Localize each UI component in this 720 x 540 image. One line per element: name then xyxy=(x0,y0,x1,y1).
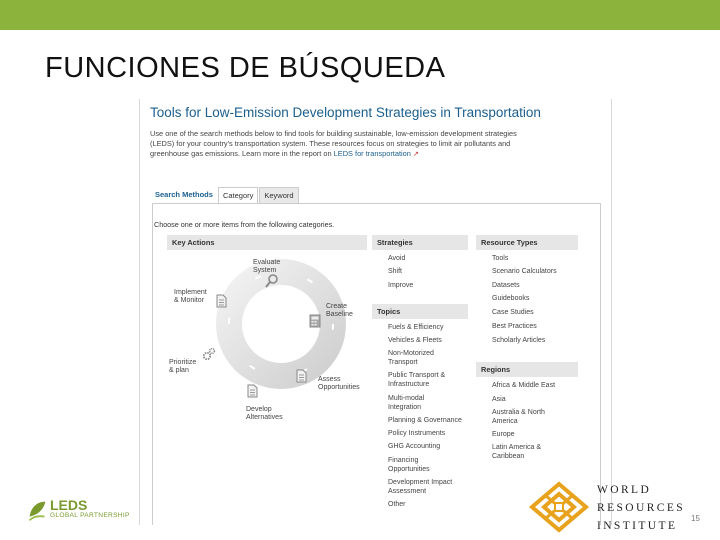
topic-item[interactable]: Policy Instruments xyxy=(388,430,446,437)
topic-item[interactable]: Planning & Governance xyxy=(388,417,462,424)
leds-report-link[interactable]: LEDS for transportation xyxy=(333,149,411,158)
resource-type-item[interactable]: Guidebooks xyxy=(492,295,530,302)
external-link-icon: ↗ xyxy=(412,151,419,158)
intro-line: (LEDS) for your country's transportation system. These resources focus on strategies to limit air pollutants and xyxy=(150,139,511,148)
intro-text xyxy=(150,129,595,160)
intro-line: greenhouse gas emissions. Learn more in the report on LEDS for transportation ↗ xyxy=(150,149,419,158)
develop-alternatives-label[interactable]: Develop Alternatives xyxy=(246,406,283,421)
wri-logo-text: WORLD RESOURCES INSTITUTE xyxy=(597,484,686,532)
intro-line: Use one of the search methods below to find tools for building sustainable, low-emission development strategies xyxy=(150,129,517,138)
resource-type-item[interactable]: Scholarly Articles xyxy=(492,337,546,344)
calculator-icon[interactable] xyxy=(308,314,322,328)
resource-type-item[interactable]: Scenario Calculators xyxy=(492,268,557,275)
resource-types-header: Resource Types xyxy=(476,235,578,250)
strategies-header: Strategies xyxy=(372,235,468,250)
strategy-item[interactable]: Shift xyxy=(388,268,403,275)
topic-item[interactable]: Vehicles & Fleets xyxy=(388,337,442,344)
resource-type-item[interactable]: Best Practices xyxy=(492,323,537,330)
resource-type-item[interactable]: Tools xyxy=(492,255,509,262)
tab-keyword[interactable]: Keyword xyxy=(259,187,298,203)
search-method-tabs xyxy=(152,187,300,203)
magnifier-icon[interactable] xyxy=(265,274,279,288)
topic-item[interactable]: Financing Opportunities xyxy=(388,457,430,473)
key-actions-header: Key Actions xyxy=(167,235,367,250)
gears-icon[interactable] xyxy=(202,347,216,361)
leds-logo-subtitle: GLOBAL PARTNERSHIP xyxy=(50,512,130,519)
region-item[interactable]: Africa & Middle East xyxy=(492,382,556,389)
tab-category[interactable]: Category xyxy=(218,187,258,203)
wri-logo-icon xyxy=(528,481,590,533)
implement-monitor-label[interactable]: Implement & Monitor xyxy=(174,289,207,304)
topic-item[interactable]: Fuels & Efficiency xyxy=(388,324,444,331)
create-baseline-label[interactable]: Create Baseline xyxy=(326,303,353,318)
regions-header: Regions xyxy=(476,362,578,377)
region-item[interactable]: Europe xyxy=(492,431,515,438)
topics-header: Topics xyxy=(372,304,468,319)
leds-leaf-icon xyxy=(26,496,48,524)
assess-opportunities-label[interactable]: Assess Opportunities xyxy=(318,376,360,391)
slide-title: FUNCIONES DE BÚSQUEDA xyxy=(45,52,446,84)
topic-item[interactable]: GHG Accounting xyxy=(388,443,441,450)
region-item[interactable]: Asia xyxy=(492,396,506,403)
page-number: 15 xyxy=(691,514,700,523)
strategy-item[interactable]: Avoid xyxy=(388,255,406,262)
topic-item[interactable]: Non-Motorized Transport xyxy=(388,350,434,366)
evaluate-system-label[interactable]: Evaluate System xyxy=(253,259,281,274)
prioritize-plan-label[interactable]: Prioritize & plan xyxy=(169,359,197,374)
leds-logo-wordmark: LEDS xyxy=(50,497,88,513)
resource-type-item[interactable]: Datasets xyxy=(492,282,520,289)
topic-item[interactable]: Other xyxy=(388,501,406,508)
region-item[interactable]: Latin America & Caribbean xyxy=(492,444,542,460)
website-screenshot xyxy=(139,99,612,525)
top-accent-bar xyxy=(0,0,720,30)
page-title: Tools for Low-Emission Development Strategies in Transportation xyxy=(150,105,541,120)
instructions-text: Choose one or more items from the following categories. xyxy=(154,220,335,229)
strategy-item[interactable]: Improve xyxy=(388,282,414,289)
topic-item[interactable]: Public Transport & Infrastructure xyxy=(388,372,446,388)
document-icon[interactable] xyxy=(245,384,259,398)
document-icon[interactable] xyxy=(214,294,228,308)
resource-type-item[interactable]: Case Studies xyxy=(492,309,534,316)
topic-item[interactable]: Multi-modal Integration xyxy=(388,395,425,411)
topic-item[interactable]: Development Impact Assessment xyxy=(388,479,453,495)
region-item[interactable]: Australia & North America xyxy=(492,409,545,425)
search-methods-label: Search Methods xyxy=(152,187,217,203)
document-icon[interactable] xyxy=(294,369,308,383)
